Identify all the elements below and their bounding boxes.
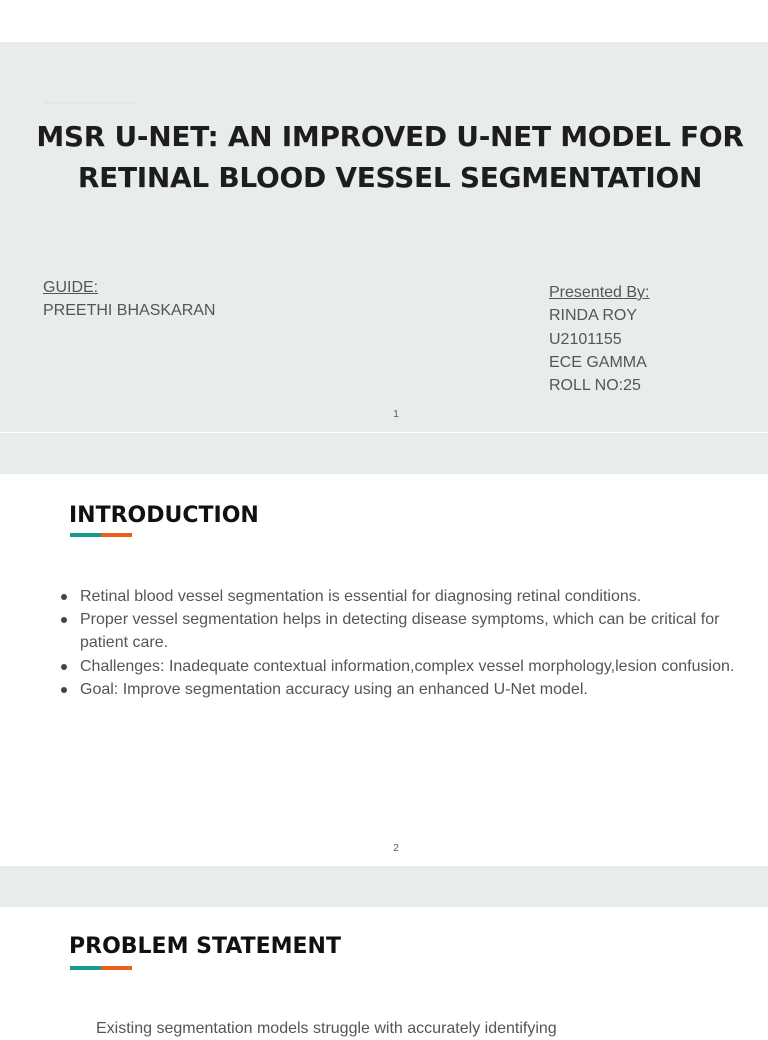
accent-teal-segment — [70, 533, 101, 537]
accent-orange-segment — [101, 533, 132, 537]
list-item — [60, 585, 740, 608]
presenter-info — [549, 281, 650, 397]
list-item — [60, 655, 740, 678]
slide-number: 2 — [393, 843, 399, 854]
bullet-icon — [61, 594, 67, 600]
page-top-margin — [0, 0, 768, 42]
bullet-text: Goal: Improve segmentation accuracy using an enhanced U-Net model. — [80, 680, 588, 698]
presenter-id: U2101155 — [549, 330, 622, 348]
guide-label: GUIDE: — [43, 279, 99, 296]
guide-info — [43, 276, 215, 322]
bullet-text: Proper vessel segmentation helps in detecting disease symptoms, which can be critical for patient care. — [80, 611, 720, 652]
presented-by-label: Presented By: — [549, 284, 650, 301]
bullet-text: Challenges: Inadequate contextual information,complex vessel morphology,lesion confusion. — [80, 657, 735, 675]
presentation-title: MSR U-NET: AN IMPROVED U-NET MODEL FOR RETINAL BLOOD VESSEL SEGMENTATION — [36, 120, 744, 194]
accent-orange-segment — [101, 966, 132, 970]
slide-gap — [0, 866, 768, 907]
introduction-slide — [0, 474, 768, 866]
slide-number: 1 — [393, 409, 399, 420]
presenter-roll: ROLL NO:25 — [549, 377, 641, 395]
bullet-icon — [61, 617, 67, 623]
slide-heading: INTRODUCTION — [69, 503, 259, 528]
heading-accent-bar — [70, 533, 132, 537]
guide-name: PREETHI BHASKARAN — [43, 302, 216, 319]
slide-gap — [0, 433, 768, 474]
bullet-icon — [61, 687, 67, 693]
accent-teal-segment — [70, 966, 101, 970]
title-slide — [0, 42, 768, 432]
slide-heading: PROBLEM STATEMENT — [69, 934, 341, 959]
list-item — [60, 678, 740, 701]
cut-off-text: Existing segmentation models struggle with accurately identifying — [96, 1020, 557, 1037]
problem-statement-slide — [0, 907, 768, 1037]
list-item — [60, 608, 740, 654]
heading-accent-bar — [70, 966, 132, 970]
bullet-icon — [61, 664, 67, 670]
bullet-text: Retinal blood vessel segmentation is essential for diagnosing retinal conditions. — [80, 588, 642, 605]
bullet-list — [60, 585, 740, 701]
presenter-class: ECE GAMMA — [549, 353, 647, 371]
decorative-line — [44, 102, 136, 104]
presenter-name: RINDA ROY — [549, 307, 638, 325]
